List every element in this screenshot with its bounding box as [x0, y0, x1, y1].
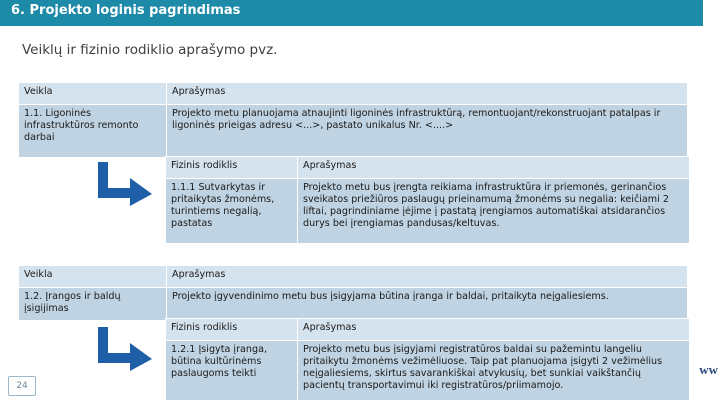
activity-description-cell: Projekto metu planuojama atnaujinti ligoninės infrastruktūrą, remontuojant/rekonstruojant patalpas ir ligoninės prieigas adresu <...>, pastato unikalus Nr. <....> — [167, 105, 688, 158]
header-cell-aprasymas: Aprašymas — [167, 266, 688, 288]
bent-arrow-icon — [96, 160, 156, 206]
activity-table-2 — [18, 265, 688, 321]
slide-title: 6. Projekto loginis pagrindimas — [11, 3, 241, 18]
header-cell-aprasymas: Aprašymas — [167, 83, 688, 105]
activity-name-cell: 1.1. Ligoninės infrastruktūros remonto darbai — [19, 105, 167, 158]
activity-table-1 — [18, 82, 688, 158]
bent-arrow-icon — [96, 325, 156, 371]
header-cell-fizinis-rodiklis: Fizinis rodiklis — [166, 319, 298, 341]
indicator-table-2 — [165, 318, 690, 401]
slide-subtitle: Veiklų ir fizinio rodiklio aprašymo pvz. — [22, 42, 278, 58]
indicator-description-cell: Projekto metu bus įsigyjami registratūros baldai su pažemintu langeliu pritaikytu žmonėms vežimėliuose. Taip pat planuojama įsigyti 2 vežimėlius neįgaliesiems, skirtus savarankiškai atvykusių, bet sunkiai vaikštančių pacientų transportavimui iki registratūros/priimamojo. — [298, 341, 690, 401]
indicator-name-cell: 1.2.1 Įsigyta įranga, būtina kultūrinėms paslaugoms teikti — [166, 341, 298, 401]
header-cell-veikla: Veikla — [19, 266, 167, 288]
header-cell-fizinis-rodiklis: Fizinis rodiklis — [166, 157, 298, 179]
logo: ww — [699, 362, 718, 377]
activity-description-cell: Projekto įgyvendinimo metu bus įsigyjama būtina įranga ir baldai, pritaikyta neįgaliesiems. — [167, 288, 688, 321]
activity-name-cell: 1.2. Įrangos ir baldų įsigijimas — [19, 288, 167, 321]
header-cell-veikla: Veikla — [19, 83, 167, 105]
header-cell-aprasymas: Aprašymas — [298, 157, 690, 179]
indicator-table-1 — [165, 156, 690, 244]
title-bar — [0, 0, 703, 26]
indicator-description-cell: Projekto metu bus įrengta reikiama infrastruktūra ir priemonės, gerinančios sveikatos priežiūros paslaugų prieinamumą žmonėms su negalia: keičiami 2 liftai, pagrindiniame įėjime į pastatą įrengiamos automatiškai atsidarančios durys bei įrengiamas pandusas/keltuvas. — [298, 179, 690, 244]
indicator-name-cell: 1.1.1 Sutvarkytas ir pritaikytas žmonėms, turintiems negalią, pastatas — [166, 179, 298, 244]
page-number: 24 — [8, 376, 36, 396]
header-cell-aprasymas: Aprašymas — [298, 319, 690, 341]
